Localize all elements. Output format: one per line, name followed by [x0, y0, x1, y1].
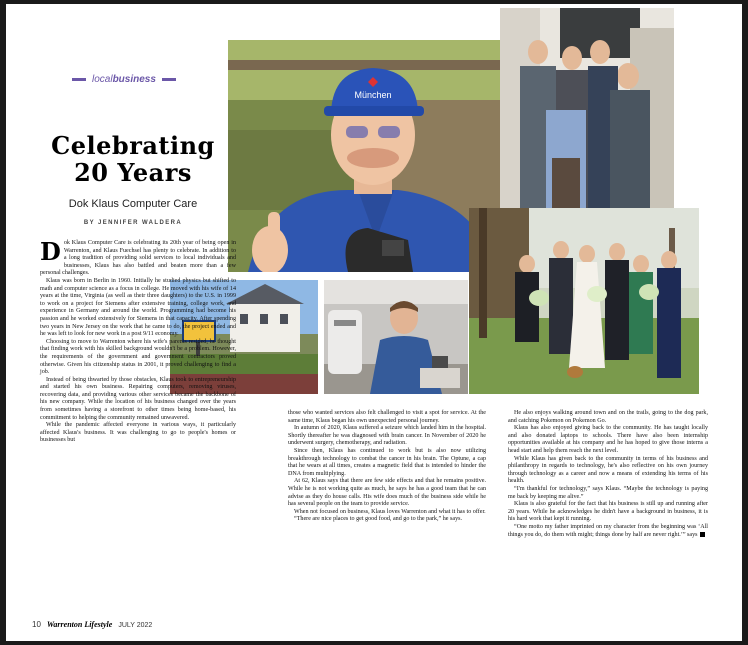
body-column-3	[508, 410, 708, 539]
paragraph: Klaus is also grateful for the fact that his business is still up and running after 20 years. While he acknowledges he didn't have a background in business, it is his hard work that kept it running.	[508, 501, 708, 523]
paragraph: He also enjoys walking around town and on the trails, going to the dog park, and catching Pokemon on Pokemon Go.	[508, 410, 708, 424]
paragraph: In autumn of 2020, Klaus suffered a seizure which landed him in the hospital. Shortly thereafter he was diagnosed with brain cancer. In November of 2020 he underwent surgery, chemotherapy, and radiation.	[288, 425, 486, 447]
drop-cap: D	[40, 237, 61, 266]
portrait-photo	[228, 40, 500, 272]
page-number: 10	[32, 620, 41, 629]
issue-date: JULY 2022	[118, 622, 153, 629]
section-rule-right	[162, 78, 176, 81]
wedding-photo	[469, 208, 699, 394]
paragraph	[40, 237, 236, 278]
paragraph: At 62, Klaus says that there are few side effects and that he remains positive. While he is not working quite as much, he says he has a good team that he can advise as they do house calls. His wife does much of the business side while he has several people on the team to provide service.	[288, 478, 486, 508]
headline	[38, 132, 228, 186]
section-label	[92, 74, 156, 85]
paragraph-text: ok Klaus Computer Care is celebrating its 20th year of being open in Warrenton, and Klaus Fuechsel has plenty to celebrate. In addition to a long tradition of providing solid services to local individuals and businesses, Klaus has also battled and beaten more than a few personal challenges.	[40, 240, 236, 277]
magazine-page	[6, 4, 742, 641]
end-mark-icon	[700, 532, 705, 537]
body-column-2	[288, 410, 486, 524]
team-photo	[500, 8, 674, 208]
hat-text: München	[354, 90, 392, 100]
paragraph-text: “One motto my father imprinted on my character from the beginning was ‘All things you do, do them with might; things done by half are never right.’” says	[508, 523, 708, 538]
paragraph: Since then, Klaus has continued to work but is also now utilizing breakthrough technology to combat the cancer in his brain. The Optune, a cap that he wears at all times, creates a magnetic field that is intended to hinder the DNA from multiplying.	[288, 447, 486, 477]
paragraph: When not focused on business, Klaus loves Warrenton and what it has to offer.	[294, 508, 486, 515]
paragraph: Klaus has also enjoyed giving back to the community. He has taught locally and also donated laptops to schools. There have also been internship opportunities available at his company and he has hoped to give those interns a head start and help them reach the next level.	[508, 425, 708, 454]
body-column-1	[40, 237, 236, 445]
byline: BY JENNIFER WALDERA	[83, 220, 183, 226]
magazine-name: Warrenton Lifestyle	[46, 620, 113, 629]
paragraph: Klaus was born in Berlin in 1960. Initially he studied physics but shifted to math and computer science as a focus in college. He moved with his wife of 14 years at the time, Virginia (as well as their three daughters) to the U.S. in 1999 to work on a project for Siemens after extensive training, college work, and experience in Germany and around the world. Programming had become his passion and he worked extensively for Siemens in that capacity. After spending two years in New Jersey on the work that he came to do, the project ended and he was left to look for new work in a post 9/11 economy.	[40, 277, 236, 338]
section-suffix: business	[112, 74, 156, 85]
paragraph: those who wanted services also felt challenged to visit a spot for service. At the same time, Klaus began his own unexpected personal journey.	[288, 410, 486, 424]
subhead: Dok Klaus Computer Care	[68, 198, 198, 210]
paragraph: While Klaus has given back to the community in terms of his business and philanthropy in regards to technology, he's also reflective on his own journey through technology as a career and now a means of extending his terms of his health.	[508, 455, 708, 485]
technician-photo	[324, 280, 468, 394]
paragraph: “I'm thankful for technology,” says Klaus. “Maybe the technology is paying me back by keeping me alive.”	[508, 485, 708, 500]
section-prefix: local	[92, 74, 113, 85]
paragraph	[508, 524, 708, 539]
paragraph: While the pandemic affected everyone in various ways, it particularly affected Klaus's business. It was challenging to go to people's homes or businesses but	[40, 422, 236, 444]
paragraph: Choosing to move to Warrenton where his wife's parents resided, he thought that finding work with his skilled background wouldn't be a problem. However, the requirements of the government and government contractors proved otherwise. Given his citizenship status in 2001, it proved challenging to find a job.	[40, 338, 236, 376]
headline-line1: Celebrating	[51, 131, 215, 160]
page-footer	[32, 620, 152, 629]
paragraph: Instead of being thwarted by those obstacles, Klaus took to entrepreneurship and started his own business. Repairing computers, removing viruses, recovering data, and providing various other services became the backbone of his new company. While the location of his business changed over the years from sometimes having a storefront to other times being home-based, his commitment to helping the community remained unwavered.	[40, 376, 236, 421]
headline-line2: 20 Years	[74, 158, 192, 187]
paragraph: “There are nice places to get good food, and go to the park,” he says.	[294, 516, 463, 523]
section-rule-left	[72, 78, 86, 81]
section-tag	[72, 74, 176, 85]
